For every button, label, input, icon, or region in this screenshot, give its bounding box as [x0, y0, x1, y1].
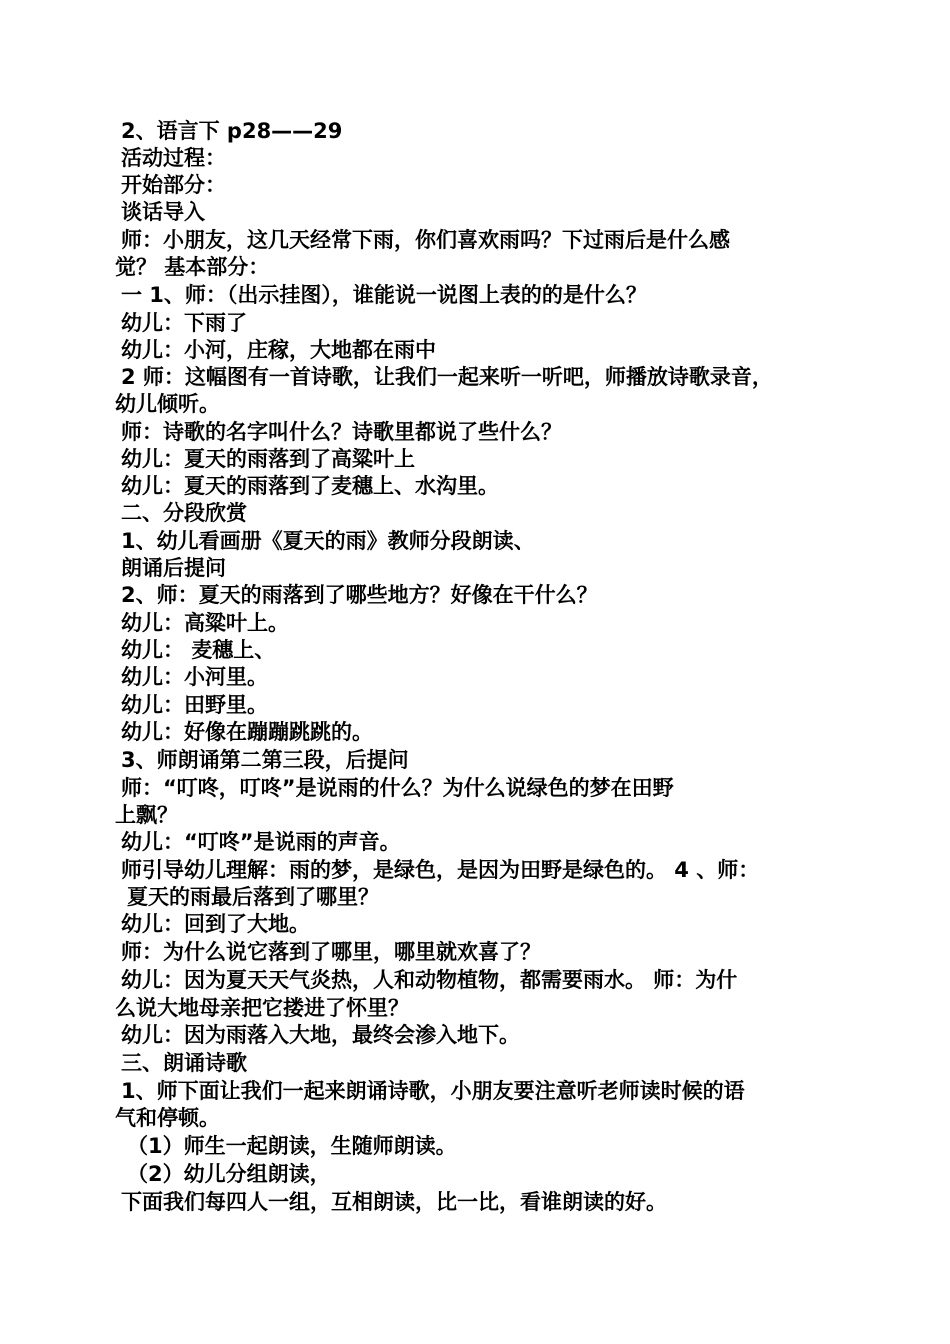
text-line: 三、朗诵诗歌	[121, 1051, 247, 1075]
text-line: 气和停顿。	[115, 1106, 220, 1130]
text-line: 幼儿：好像在蹦蹦跳跳的。	[121, 720, 373, 744]
text-line: 夏天的雨最后落到了哪里？	[127, 885, 379, 909]
text-line: 幼儿倾听。	[115, 392, 220, 416]
text-line: 幼儿：回到了大地。	[121, 912, 310, 936]
text-line: 幼儿：高粱叶上。	[121, 611, 289, 635]
text-line: 2、语言下 p28——29	[121, 119, 343, 143]
text-line: 觉？ 基本部分：	[115, 255, 270, 279]
text-line: 活动过程：	[121, 146, 226, 170]
text-line: 二、分段欣赏	[121, 501, 247, 525]
text-line: 3、师朗诵第二第三段，后提问	[121, 748, 409, 772]
text-line: 幼儿：因为夏天天气炎热，人和动物植物，都需要雨水。 师：为什	[121, 968, 738, 992]
text-line: 师：为什么说它落到了哪里，哪里就欢喜了？	[121, 940, 541, 964]
text-line: （1）师生一起朗读，生随师朗读。	[127, 1134, 457, 1158]
text-line: 1、师下面让我们一起来朗诵诗歌，小朋友要注意听老师读时候的语	[121, 1079, 745, 1103]
text-line: 下面我们每四人一组，互相朗读，比一比，看谁朗读的好。	[121, 1190, 667, 1214]
text-line: 么说大地母亲把它搂进了怀里？	[115, 996, 409, 1020]
text-line: 幼儿：小河，庄稼，大地都在雨中	[121, 338, 436, 362]
text-line: 师：小朋友，这几天经常下雨，你们喜欢雨吗？下过雨后是什么感	[121, 228, 730, 252]
text-line: 一 1、师：（出示挂图），谁能说一说图上表的的是什么？	[121, 283, 647, 307]
text-line: 幼儿：因为雨落入大地，最终会渗入地下。	[121, 1023, 520, 1047]
text-line: 师：“叮咚，叮咚”是说雨的什么？为什么说绿色的梦在田野	[121, 776, 674, 800]
text-line: 师：诗歌的名字叫什么？诗歌里都说了些什么？	[121, 420, 562, 444]
text-line: 上飘？	[115, 803, 178, 827]
text-line: 2 师：这幅图有一首诗歌，让我们一起来听一听吧，师播放诗歌录音，	[121, 365, 773, 389]
text-line: 开始部分：	[121, 173, 226, 197]
text-line: 2、师：夏天的雨落到了哪些地方？好像在干什么？	[121, 583, 598, 607]
text-line: 幼儿：夏天的雨落到了高粱叶上	[121, 447, 415, 471]
text-line: 幼儿：“叮咚”是说雨的声音。	[121, 830, 401, 854]
text-line: 幼儿：下雨了	[121, 311, 247, 335]
text-line: 幼儿： 麦穗上、	[121, 638, 276, 662]
text-line: （2）幼儿分组朗读，	[127, 1162, 331, 1186]
text-line: 谈话导入	[121, 200, 205, 224]
text-line: 幼儿：夏天的雨落到了麦穗上、水沟里。	[121, 474, 499, 498]
text-line: 朗诵后提问	[121, 556, 226, 580]
text-line: 1、幼儿看画册《夏天的雨》教师分段朗读、	[121, 529, 535, 553]
text-line: 师引导幼儿理解：雨的梦，是绿色，是因为田野是绿色的。 4 、师：	[121, 858, 760, 882]
text-line: 幼儿：小河里。	[121, 665, 268, 689]
text-line: 幼儿：田野里。	[121, 693, 268, 717]
